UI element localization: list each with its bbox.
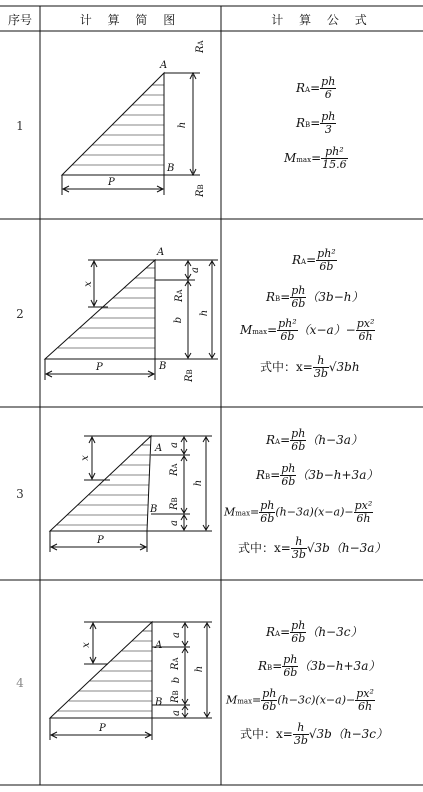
row-2-formula-ra: RA= $\frac{\text{ph²}}{6b}$ — [292, 247, 336, 273]
header-index: 序号 — [7, 13, 32, 27]
diagram-2-label-B: B — [159, 361, 167, 372]
row-index-2: 2 — [16, 307, 24, 321]
diagram-4-label-A: A — [155, 640, 163, 651]
diagram-2-label-RB: RB — [184, 369, 195, 382]
header-formula: 计 算 公 式 — [271, 13, 373, 27]
row-3-formula-mmax: Mmax= $\frac{ph}{6b}$ (h−3a)(x−a)− $\frac{\text{px²}}{6h}$ — [224, 499, 373, 525]
diagram-4-label-B: B — [155, 697, 163, 708]
row-1-formula-mmax: Mmax= $\frac{\text{ph²}}{15.6}$ — [284, 145, 347, 171]
row-3-formula-rb: RB= $\frac{ph}{6b}$ （3b−h+3a） — [256, 462, 379, 488]
row-4-formula-mmax: Mmax= $\frac{ph}{6b}$ (h−3c)(x−a)− $\frac{\text{px²}}{6h}$ — [226, 687, 374, 713]
diagram-4-label-RA: RA — [170, 657, 181, 670]
row-2-formula-rb: RB= $\frac{ph}{6b}$ （3b−h） — [266, 284, 364, 310]
diagram-3-label-A: A — [155, 443, 163, 454]
diagram-3-label-a1: a — [168, 442, 180, 448]
diagram-2-label-h: h — [199, 309, 211, 317]
diagram-3-label-h: h — [193, 479, 205, 487]
diagram-2-label-A: A — [157, 247, 165, 258]
diagram-3-label-B: B — [150, 504, 158, 515]
diagram-4-label-h: h — [194, 665, 206, 673]
diagram-3-label-P: P — [97, 535, 104, 546]
diagram-1-label-RB: RB — [195, 184, 206, 197]
row-1-formula-ra: RA= $\frac{ph}{6}$ — [296, 75, 336, 101]
diagram-1-label-B: B — [167, 163, 175, 174]
diagram-4-label-x: x — [80, 642, 92, 648]
row-index-1: 1 — [16, 119, 24, 133]
header-diagram: 计 算 简 图 — [79, 13, 182, 27]
diagram-3-label-x: x — [79, 455, 91, 461]
diagram-1-label-h: h — [177, 121, 189, 129]
diagram-3-label-RA: RA — [169, 463, 180, 476]
diagram-2-label-a: a — [189, 267, 201, 273]
diagram-2-label-b: b — [173, 316, 185, 324]
diagram-4-label-b: b — [171, 676, 183, 684]
diagram-2-label-RA: RA — [174, 289, 185, 302]
row-4-formula-ra: RA= $\frac{ph}{6b}$ （h−3c） — [266, 619, 363, 645]
row-2-formula-mmax: Mmax= $\frac{\text{ph²}}{6b}$ （x−a）− $\frac{\text{px²}}{6h}$ — [240, 317, 375, 343]
row-4-formula-where: 式中：x= $\frac{h}{3b}$ √3b（h−3c） — [240, 721, 388, 747]
diagram-1-label-RA: RA — [195, 40, 206, 53]
row-3-formula-ra: RA= $\frac{ph}{6b}$ （h−3a） — [266, 427, 363, 453]
row-2-formula-where: 式中：x= $\frac{h}{3b}$ √3bh — [260, 354, 360, 380]
row-index-3: 3 — [16, 487, 24, 501]
diagram-2-label-P: P — [96, 362, 103, 373]
row-3-formula-where: 式中：x= $\frac{h}{3b}$ √3b（h−3a） — [238, 535, 387, 561]
row-4-formula-rb: RB= $\frac{ph}{6b}$ （3b−h+3a） — [258, 653, 381, 679]
diagram-2-label-x: x — [82, 281, 94, 287]
row-index-4: 4 — [16, 676, 24, 690]
diagram-4-label-RB: RB — [170, 690, 181, 703]
diagram-4-label-P: P — [99, 723, 106, 734]
diagram-3-label-RB: RB — [169, 497, 180, 510]
diagram-1-label-P: P — [108, 177, 115, 188]
diagram-1-label-A: A — [160, 60, 168, 71]
diagram-4-label-a1: a — [170, 632, 182, 638]
row-1-formula-rb: RB= $\frac{ph}{3}$ — [296, 110, 336, 136]
diagram-3-label-a2: a — [168, 520, 180, 526]
diagram-4-label-a2: a — [170, 710, 182, 716]
